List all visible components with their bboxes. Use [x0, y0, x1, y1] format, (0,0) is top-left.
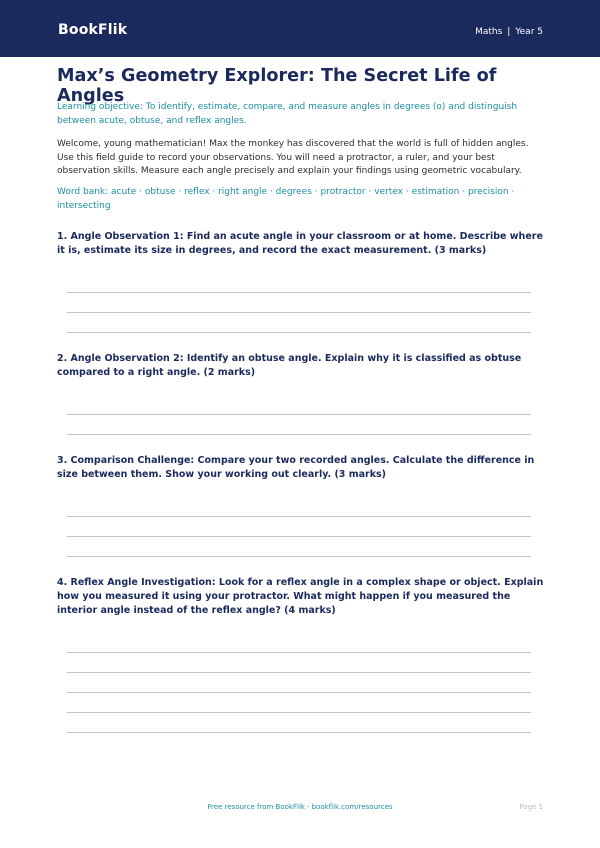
answer-line[interactable]	[67, 652, 531, 653]
breadcrumb-separator: |	[507, 27, 511, 37]
answer-line[interactable]	[67, 292, 531, 293]
question-2: 2. Angle Observation 2: Identify an obtuse angle. Explain why it is classified as obtuse compared to a right angle. (2 marks)	[57, 353, 522, 378]
question-1: 1. Angle Observation 1: Find an acute angle in your classroom or at home. Describe where it is, estimate its size in degrees, and record the exact measurement. (3 marks)	[57, 231, 543, 256]
answer-line[interactable]	[67, 712, 531, 713]
page-number: Page 1	[519, 803, 543, 811]
year-label: Year 5	[515, 27, 543, 37]
question-4: 4. Reflex Angle Investigation: Look for a reflex angle in a complex shape or object. Explain how you measured it using your protractor. What might happen if you measured the interior angle instead of the reflex angle? (4 marks)	[57, 577, 544, 616]
answer-line[interactable]	[67, 414, 531, 415]
answer-line[interactable]	[67, 692, 531, 693]
answer-line[interactable]	[67, 434, 531, 435]
header-bar	[0, 0, 600, 57]
answer-line[interactable]	[67, 732, 531, 733]
question-3: 3. Comparison Challenge: Compare your two recorded angles. Calculate the difference in size between them. Show your working out clearly. (3 marks)	[57, 455, 535, 480]
intro-paragraph: Welcome, young mathematician! Max the monkey has discovered that the world is full of hidden angles. Use this field guide to record your observations. You will need a protractor, a ruler, and your best observation skills. Measure each angle precisely and explain your findings using geometric vocabulary.	[57, 139, 529, 176]
page-title: Max’s Geometry Explorer: The Secret Life of Angles	[57, 66, 497, 106]
answer-line[interactable]	[67, 672, 531, 673]
word-bank: Word bank: acute · obtuse · reflex · right angle · degrees · protractor · vertex · estimation · precision · intersecting	[57, 187, 515, 211]
answer-line[interactable]	[67, 556, 531, 557]
footer-credit[interactable]: Free resource from BookFlik · bookflik.com/resources	[207, 803, 393, 811]
brand-logo-text[interactable]: BookFlik	[58, 22, 128, 38]
subject-breadcrumb	[475, 27, 543, 37]
subject-label: Maths	[475, 27, 503, 37]
answer-line[interactable]	[67, 332, 531, 333]
learning-objective: Learning objective: To identify, estimate, compare, and measure angles in degrees (o) and distinguish between acute, obtuse, and reflex angles.	[57, 102, 518, 126]
answer-line[interactable]	[67, 536, 531, 537]
answer-line[interactable]	[67, 312, 531, 313]
answer-line[interactable]	[67, 516, 531, 517]
